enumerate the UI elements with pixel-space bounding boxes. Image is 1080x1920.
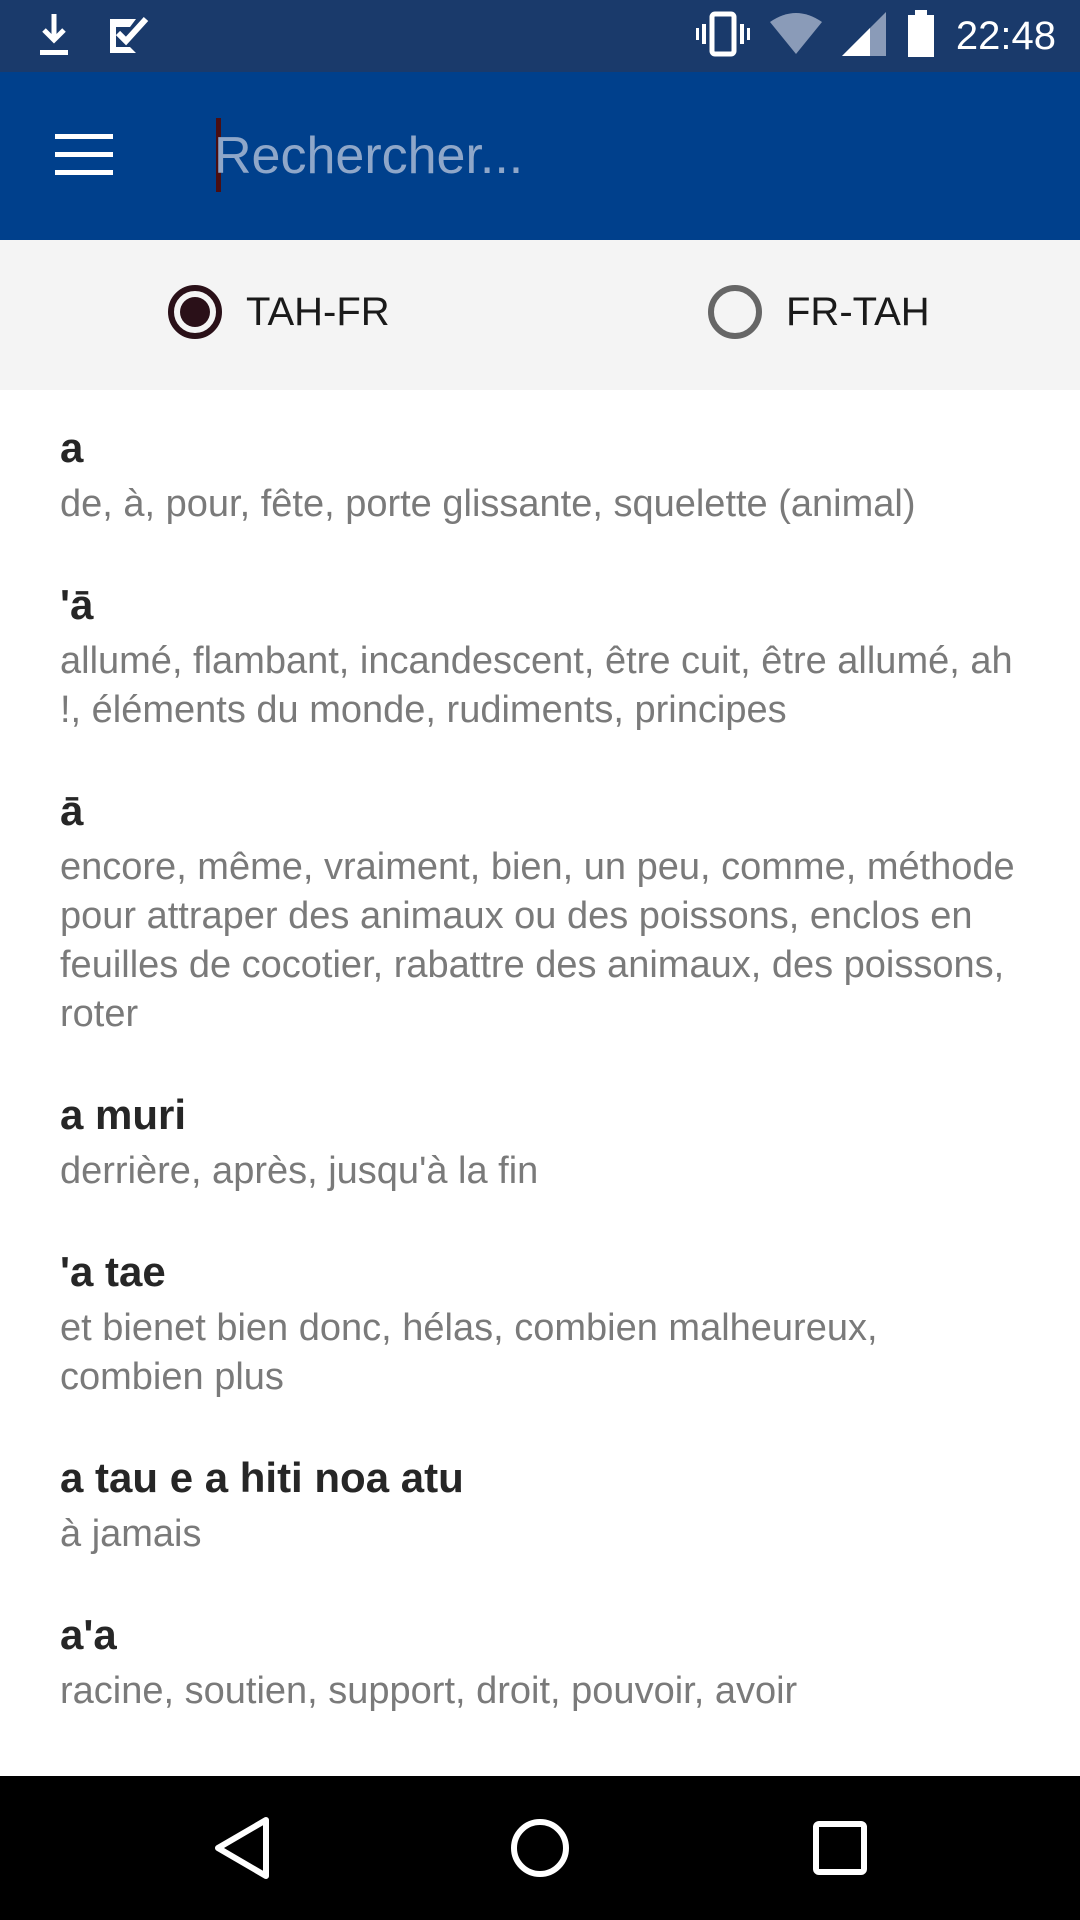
- status-right-icons: [696, 8, 1056, 64]
- app-bar: [0, 72, 1080, 240]
- back-button[interactable]: [192, 1802, 292, 1898]
- entry-list[interactable]: [0, 390, 1080, 1746]
- download-icon: [36, 12, 72, 63]
- entry-definition: allumé, flambant, incandescent, être cuit, être allumé, ah !, éléments du monde, rudiments, principes: [60, 640, 1013, 731]
- radio-fr-tah[interactable]: [708, 285, 930, 339]
- list-item[interactable]: [0, 1420, 1080, 1577]
- entry-definition: et bienet bien donc, hélas, combien malheureux, combien plus: [60, 1307, 878, 1398]
- list-item[interactable]: [0, 547, 1080, 753]
- recents-icon: [812, 1820, 868, 1881]
- entry-definition: derrière, après, jusqu'à la fin: [60, 1150, 539, 1192]
- home-button[interactable]: [490, 1802, 590, 1898]
- recents-button[interactable]: [790, 1802, 890, 1898]
- entry-word: a muri: [60, 1091, 187, 1138]
- hamburger-menu-icon: [55, 132, 113, 181]
- signal-icon: [842, 12, 886, 61]
- entry-word: 'ā: [60, 581, 94, 628]
- radio-tah-fr[interactable]: [168, 285, 390, 339]
- status-time: 22:48: [955, 13, 1056, 58]
- radio-label-tah-fr: TAH-FR: [246, 289, 390, 334]
- list-item[interactable]: [0, 1057, 1080, 1214]
- status-bar: [0, 0, 1080, 72]
- vibrate-icon: [696, 10, 750, 63]
- battery-icon: [906, 10, 936, 63]
- checkbox-icon: [106, 13, 150, 62]
- back-icon: [212, 1816, 272, 1885]
- entry-definition: à jamais: [60, 1513, 202, 1555]
- entry-definition: racine, soutien, support, droit, pouvoir, avoir: [60, 1670, 798, 1712]
- direction-toggle: [0, 240, 1080, 390]
- entry-word: a: [60, 424, 84, 471]
- search-input[interactable]: [214, 114, 1034, 198]
- home-icon: [508, 1816, 572, 1885]
- list-item[interactable]: [0, 753, 1080, 1057]
- entry-word: 'a tae: [60, 1248, 166, 1295]
- list-item[interactable]: [0, 1577, 1080, 1734]
- entry-word: a tau e a hiti noa atu: [60, 1454, 464, 1501]
- entry-definition: de, à, pour, fête, porte glissante, squelette (animal): [60, 483, 916, 525]
- entry-word: ā: [60, 787, 84, 834]
- navigation-bar: [0, 1776, 1080, 1920]
- entry-word: a'a: [60, 1611, 117, 1658]
- radio-unselected-icon: [708, 285, 762, 339]
- list-item[interactable]: [0, 390, 1080, 547]
- status-left-icons: [36, 12, 150, 63]
- radio-label-fr-tah: FR-TAH: [786, 289, 930, 334]
- entry-definition: encore, même, vraiment, bien, un peu, comme, méthode pour attraper des animaux ou des poissons, enclos en feuilles de cocotier, rabattre des animaux, des poissons, roter: [60, 846, 1015, 1035]
- wifi-icon: [770, 12, 822, 61]
- menu-button[interactable]: [40, 112, 128, 200]
- radio-selected-icon: [168, 285, 222, 339]
- list-item[interactable]: [0, 1214, 1080, 1420]
